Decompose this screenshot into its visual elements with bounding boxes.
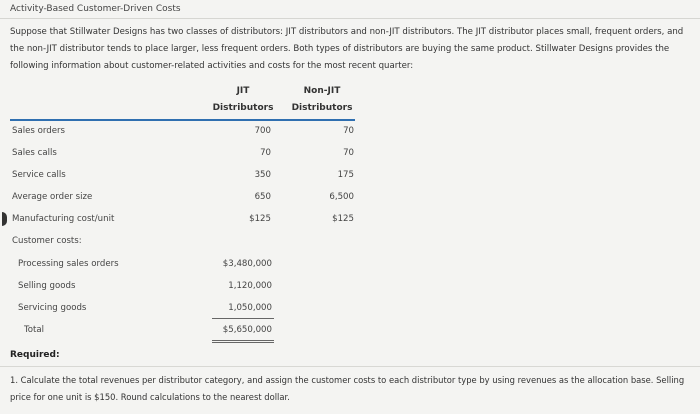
nonjit-sales-orders: 70 [343,126,354,136]
cost-value-servicing: 1,050,000 [228,303,272,313]
header-divider [10,119,355,121]
cost-label-servicing: Servicing goods [18,303,87,313]
customer-costs-heading: Customer costs: [12,236,82,246]
jit-sales-orders: 700 [254,126,271,136]
total-top-rule [212,318,274,319]
cost-value-processing: $3,480,000 [222,259,272,269]
question-1: 1. Calculate the total revenues per distributor category, and assign the customer costs to each distributor type by using revenues as the allocation base. Selling price for one unit is $150. Round calculations to the nearest dollar. [10,375,685,402]
required-heading: Required: [10,350,60,360]
required-divider [0,366,700,367]
nonjit-average-order-size: 6,500 [329,192,354,202]
jit-service-calls: 350 [254,170,271,180]
current-row-marker [2,212,7,226]
cost-label-selling: Selling goods [18,281,76,291]
cost-value-selling: 1,120,000 [228,281,272,291]
nonjit-header-line1: Non-JIT [303,86,341,96]
total-double-rule-2 [212,342,274,343]
row-label-service-calls: Service calls [12,170,66,180]
row-label-manufacturing-cost: Manufacturing cost/unit [12,214,115,224]
problem-intro: Suppose that Stillwater Designs has two classes of distributors: JIT distributors and non-JIT distributors. The JIT distributor places small, frequent orders, and the non-JIT distributor tends to place larger, less frequent orders. Both types of distributors are buying the same product. Stillwater Designs provides the following information about customer-related activities and costs for the most recent quarter: [10,27,684,71]
title-divider [0,18,700,19]
row-label-sales-calls: Sales calls [12,148,57,158]
jit-manufacturing-cost: $125 [249,214,271,224]
cost-label-processing: Processing sales orders [18,259,119,269]
jit-header-line2: Distributors [212,103,274,113]
total-double-rule-1 [212,340,274,341]
row-label-average-order-size: Average order size [12,192,93,202]
jit-average-order-size: 650 [254,192,271,202]
nonjit-header-line2: Distributors [291,103,353,113]
total-label: Total [24,325,45,335]
jit-sales-calls: 70 [260,148,271,158]
nonjit-sales-calls: 70 [343,148,354,158]
nonjit-service-calls: 175 [337,170,354,180]
page-title: Activity-Based Customer-Driven Costs [10,4,181,14]
jit-header-line1: JIT [236,86,250,96]
row-label-sales-orders: Sales orders [12,126,65,136]
total-value: $5,650,000 [222,325,272,335]
nonjit-manufacturing-cost: $125 [332,214,354,224]
